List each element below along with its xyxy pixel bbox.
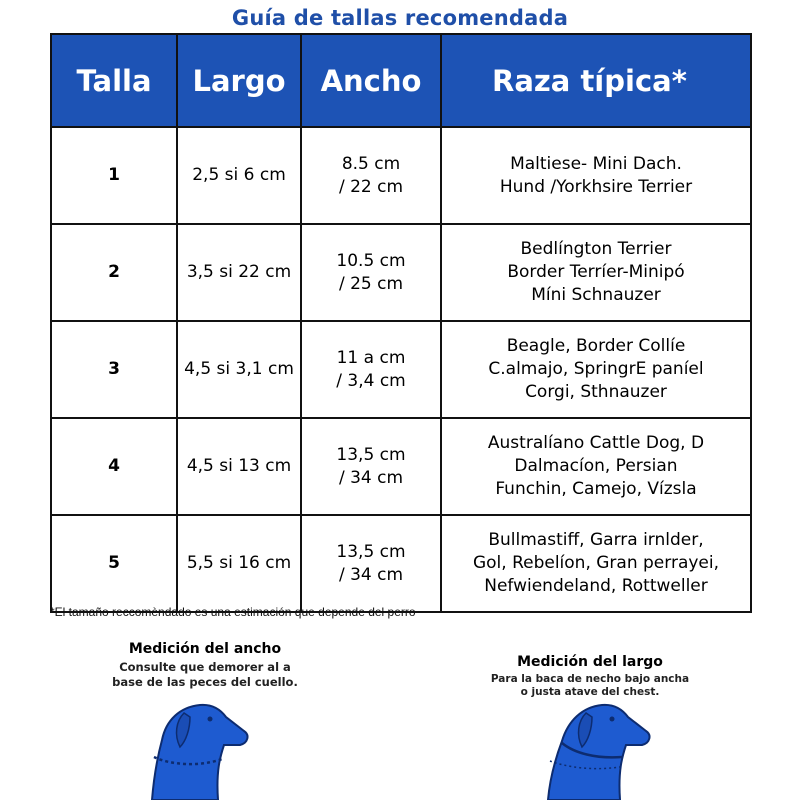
breed-line: C.almajo, SpringrE paníel <box>488 359 704 379</box>
width-value <box>301 127 441 224</box>
table-row <box>51 418 751 515</box>
width-line: / 25 cm <box>338 273 404 294</box>
measure-largo-title: Medición del largo <box>517 654 663 670</box>
table-row <box>51 515 751 612</box>
breed-line: Gol, Rebelíon, Gran perrayei, <box>472 553 720 573</box>
length-value: 3,5 si 22 cm <box>177 224 301 321</box>
width-line: 13,5 cm <box>336 541 406 562</box>
width-line: 11 a cm <box>336 347 406 368</box>
breed-line: Maltiese- Mini Dach. <box>510 153 682 174</box>
size-number: 5 <box>51 515 177 612</box>
breed-line: Dalmacíon, Persian <box>514 456 678 476</box>
size-number: 3 <box>51 321 177 418</box>
measure-ancho-block <box>95 641 315 690</box>
length-value: 4,5 si 13 cm <box>177 418 301 515</box>
breed-line: Nefwiendeland, Rottweller <box>484 576 708 596</box>
footnote: *El tamaño reccomèndado es una estimación que depende del perro <box>50 605 416 619</box>
measure-ancho-line: base de las peces del cuello. <box>112 675 298 689</box>
measure-largo-block <box>480 654 700 699</box>
size-number: 1 <box>51 127 177 224</box>
dog-length-icon <box>540 695 670 800</box>
page-title: Guía de tallas recomendada <box>231 6 569 30</box>
width-line: / 34 cm <box>338 564 404 585</box>
header-raza: Raza típica* <box>441 34 751 127</box>
breed-line: Border Terríer-Minipó <box>507 262 685 282</box>
measure-largo-line: Para la baca de necho bajo ancha <box>490 673 690 685</box>
breed-list <box>441 127 751 224</box>
breed-line: Bedlíngton Terrier <box>520 239 672 259</box>
width-value <box>301 321 441 418</box>
width-line: 10.5 cm <box>336 250 406 271</box>
breed-list <box>441 224 751 321</box>
width-value <box>301 515 441 612</box>
measure-ancho-text <box>95 660 315 690</box>
breed-line: Funchin, Camejo, Vízsla <box>495 479 697 499</box>
breed-list <box>441 321 751 418</box>
breed-line: Míni Schnauzer <box>531 285 661 305</box>
width-line: / 22 cm <box>338 176 404 197</box>
breed-line: Beagle, Border Collíe <box>506 336 686 356</box>
length-value: 5,5 si 16 cm <box>177 515 301 612</box>
size-number: 4 <box>51 418 177 515</box>
width-line: 13,5 cm <box>336 444 406 465</box>
table-row <box>51 224 751 321</box>
breed-line: Australíano Cattle Dog, D <box>487 433 705 453</box>
breed-list <box>441 515 751 612</box>
breed-line: Corgi, Sthnauzer <box>525 382 667 402</box>
length-value: 2,5 si 6 cm <box>177 127 301 224</box>
breed-line: Hund /Yorkhsire Terrier <box>499 176 693 197</box>
measure-ancho-line: Consulte que demorer al a <box>119 660 291 674</box>
breed-list <box>441 418 751 515</box>
measure-largo-line: o justa atave del chest. <box>520 686 660 698</box>
width-value <box>301 418 441 515</box>
width-line: / 34 cm <box>338 467 404 488</box>
header-ancho: Ancho <box>301 34 441 127</box>
width-line: / 3,4 cm <box>336 370 406 391</box>
length-value: 4,5 si 3,1 cm <box>177 321 301 418</box>
size-table <box>50 33 752 613</box>
header-talla: Talla <box>51 34 177 127</box>
measure-ancho-title: Medición del ancho <box>128 641 282 657</box>
breed-line: Bullmastiff, Garra irnlder, <box>488 530 704 550</box>
width-line: 8.5 cm <box>341 153 401 174</box>
table-row <box>51 321 751 418</box>
dog-neck-width-icon <box>140 695 270 800</box>
width-value <box>301 224 441 321</box>
table-header-row <box>51 34 751 127</box>
header-largo: Largo <box>177 34 301 127</box>
table-row <box>51 127 751 224</box>
size-number: 2 <box>51 224 177 321</box>
